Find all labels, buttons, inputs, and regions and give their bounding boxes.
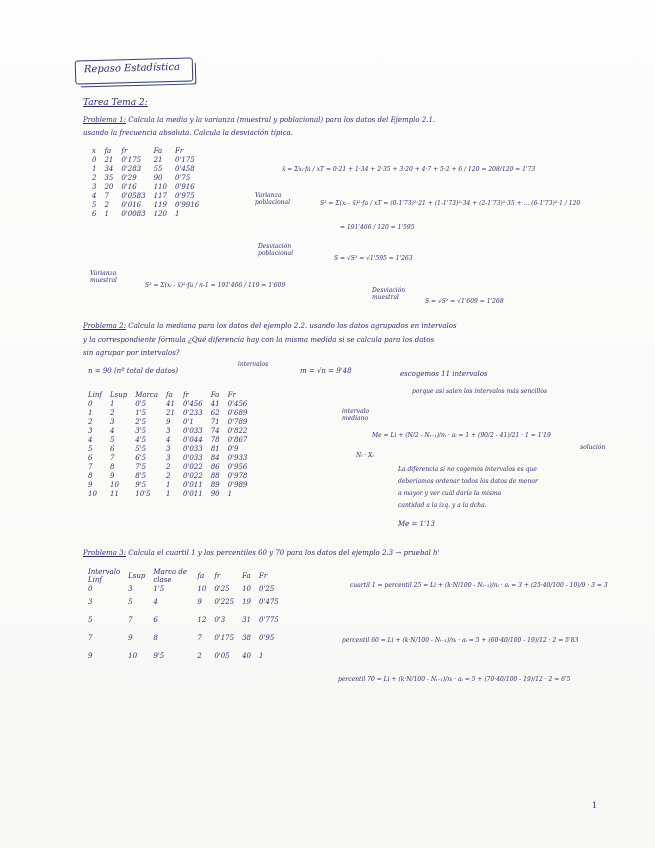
table-cell: 110 (153, 182, 167, 191)
table-cell: 2'5 (135, 417, 147, 426)
table-cell: Fr (258, 572, 268, 580)
table-cell: 6'5 (135, 453, 147, 462)
table-row (84, 435, 251, 444)
table-cell: 55 (153, 164, 163, 173)
table-cell: 2 (92, 173, 97, 182)
p2-escogemos: escogemos 11 intervalos (400, 370, 488, 378)
table-row (84, 471, 251, 480)
table-cell: 1'5 (153, 584, 165, 593)
p2-diff-1: La diferencia si no cogemos intervalos es que (398, 466, 537, 473)
table-cell: 2 (197, 652, 202, 660)
table-cell: fa (197, 572, 205, 580)
p3-statement (83, 549, 440, 557)
table-cell: 0'75 (174, 173, 191, 182)
inline-text: Calcula el cuartil 1 y los percentiles 60 y 70 para los datos del ejemplo 2.3 (128, 549, 394, 557)
table-cell: 21 (104, 155, 114, 164)
table-cell: 9 (166, 417, 171, 426)
table-cell: 6 (88, 453, 93, 462)
table-cell: 0'033 (182, 426, 203, 435)
table-cell: 0'9 (227, 444, 239, 453)
table-cell: 21 (166, 408, 175, 417)
table-row (84, 462, 251, 471)
table-cell: 117 (153, 191, 167, 200)
table-cell: 0'016 (121, 200, 142, 209)
table-cell: 10'5 (135, 489, 151, 498)
table-cell: 81 (210, 444, 220, 453)
table-cell: 3'5 (135, 426, 147, 435)
table-cell: 0'175 (214, 634, 235, 642)
table-cell: Intervalo Linf (88, 568, 121, 584)
table-cell: 0'25 (214, 584, 230, 593)
table-cell: fr (214, 572, 221, 580)
table-cell: 10 (197, 584, 207, 593)
p2-n-line: n = 90 (nº total de datos) (88, 367, 179, 375)
table-cell: 5 (128, 598, 133, 606)
table-cell: 5 (92, 200, 97, 209)
table-cell: 84 (210, 453, 220, 462)
inline-text: Calcula la mediana para los datos del ejemplo 2.2. usando los datos agrupados en intervalos (128, 322, 457, 330)
p2-frequency-table (84, 390, 251, 498)
table-cell: 19 (242, 598, 251, 606)
table-cell: 7 (197, 634, 202, 642)
table-cell: 4 (88, 435, 93, 444)
table-cell: 0'775 (258, 616, 279, 624)
table-cell: x (92, 146, 96, 155)
table-cell: 6 (153, 616, 158, 624)
table-cell: 0'29 (121, 173, 137, 182)
table-cell: 9 (197, 598, 202, 606)
table-cell: 0'05 (214, 652, 230, 660)
table-row (88, 164, 203, 173)
p2-sol1: solución (580, 444, 606, 451)
table-cell: 0'25 (258, 584, 275, 593)
table-cell: 78 (210, 435, 220, 444)
table-cell: 0'989 (227, 480, 248, 489)
table-row (84, 453, 251, 462)
table-cell: 7 (88, 462, 93, 471)
table-cell: 2 (166, 471, 171, 480)
table-row (88, 191, 203, 200)
inline-text: Problema 1: (83, 116, 126, 124)
table-cell: 7 (128, 616, 133, 624)
table-row (88, 182, 203, 191)
table-cell: 0'044 (182, 435, 203, 444)
table-cell: Fr (174, 146, 184, 155)
p3-p60: percentil 60 = Li + (k·N/100 - Nᵢ₋₁)/nᵢ · aᵢ = 5 + (60·40/100 - 19)/12 · 2 = 5'83 (342, 637, 579, 644)
table-row (84, 417, 251, 426)
table-cell: 0'933 (227, 453, 248, 462)
table-cell: 3 (128, 584, 133, 593)
table-cell: 0'5 (135, 399, 147, 408)
table-cell: 74 (210, 426, 220, 435)
table-row (84, 399, 251, 408)
table-cell: 3 (166, 444, 171, 453)
table-cell: 0'456 (182, 399, 203, 408)
table-cell: 0'1 (182, 417, 194, 426)
table-cell: 120 (153, 209, 167, 218)
p2-nota: porque así salen los intervalos más sencillos (412, 388, 548, 395)
table-cell: 5 (88, 444, 93, 453)
table-cell: 0 (88, 584, 93, 593)
p3-p70: percentil 70 = Li + (k·N/100 - Nᵢ₋₁)/nᵢ · aᵢ = 5 + (70·40/100 - 19)/12 · 2 = 6'5 (338, 676, 571, 683)
table-cell: 0'022 (182, 462, 203, 471)
table-cell: 3 (110, 417, 115, 426)
table-cell: 90 (153, 173, 163, 182)
table-cell: 89 (210, 480, 220, 489)
table-cell: 7 (88, 634, 93, 642)
p1-var-mue-label: Varianza muestral (90, 270, 117, 284)
table-cell: 10 (110, 480, 119, 489)
table-cell: 88 (210, 471, 220, 480)
table-cell: 0'689 (227, 408, 248, 417)
inline-text: → pruebal h' (395, 549, 440, 557)
table-row (84, 593, 283, 611)
table-cell: 4'5 (135, 435, 147, 444)
p2-statement (83, 322, 457, 330)
table-row (84, 426, 251, 435)
table-cell: 2 (110, 408, 115, 417)
table-cell: 0'956 (227, 462, 248, 471)
p1-desv-mue: S = √S² = √1'609 = 1'268 (425, 298, 504, 305)
table-cell: 0'95 (258, 634, 275, 642)
page-number: 1 (591, 801, 597, 810)
table-cell: 40 (242, 652, 251, 660)
table-cell: 0'9916 (174, 200, 200, 209)
table-cell: 0'175 (174, 155, 195, 164)
table-cell: Fa (242, 572, 251, 580)
p1-var-pob: S² = Σ(xᵢ - x̄)²·fa / xT = (0-1'73)²·21 + (1-1'73)²·34 + (2-1'73)²·35 + ... (6-1'73)²·1 / 120 (320, 200, 581, 207)
table-row (84, 584, 283, 593)
table-cell: 71 (210, 417, 220, 426)
table-head (84, 568, 283, 584)
table-cell: fr (121, 146, 128, 155)
table-row (88, 209, 203, 218)
table-cell: 0'0583 (121, 191, 146, 200)
table-cell: 41 (166, 399, 175, 408)
p2-me-res: Me = 1'13 (398, 520, 435, 528)
table-cell: 0'225 (214, 598, 235, 606)
inline-text: Problema 2: (83, 322, 126, 330)
table-cell: 3 (92, 182, 97, 191)
table-row (88, 200, 203, 209)
p1-statement-2: usando la frecuencia absoluta. Calcula la desviación típica. (83, 129, 293, 137)
table-cell: Fr (227, 390, 236, 399)
table-cell: 0'458 (174, 164, 195, 173)
table-cell: 0'0083 (121, 209, 146, 218)
table-cell: 0'916 (174, 182, 195, 191)
table-cell: 0'033 (182, 444, 203, 453)
table-head (84, 390, 251, 399)
table-head (88, 146, 203, 155)
table-cell: 1 (166, 489, 171, 498)
p2-int-mediano: intervalo mediano (342, 408, 370, 422)
p1-var-pob-res: = 191'466 / 120 = 1'595 (340, 224, 415, 231)
table-row (84, 647, 283, 665)
table-cell: Linf (88, 390, 102, 399)
table-body (88, 155, 203, 218)
table-cell: 0'867 (227, 435, 248, 444)
table-row (84, 480, 251, 489)
table-cell: 7 (110, 453, 115, 462)
table-cell: 10 (128, 652, 138, 660)
table-cell: 0'822 (227, 426, 248, 435)
table-cell: fr (182, 390, 189, 399)
table-row (84, 629, 283, 647)
table-cell: 7 (104, 191, 109, 200)
p2-diff-4: cantidad a la izq. y a la dcha. (398, 502, 487, 509)
table-cell: 5 (88, 616, 93, 624)
table-cell: 2 (104, 200, 109, 209)
table-row (84, 444, 251, 453)
table-cell: 0'456 (227, 399, 248, 408)
table-cell: 0'233 (182, 408, 203, 417)
table-cell: 11 (110, 489, 119, 498)
table-cell: 10 (88, 489, 97, 498)
table-cell: 86 (210, 462, 220, 471)
table-cell: 7'5 (135, 462, 147, 471)
table-cell: 8 (153, 634, 158, 642)
table-cell: 9'5 (153, 652, 165, 660)
title-box (75, 57, 194, 84)
table-row (84, 489, 251, 498)
table-cell: 12 (197, 616, 207, 624)
table-cell: 0'011 (182, 480, 203, 489)
table-cell: 8 (110, 462, 115, 471)
p1-desv-mue-label: Desviación muestral (372, 287, 406, 301)
table-cell: 90 (210, 489, 220, 498)
p2-ni-xi: Nᵢ · Xᵢ (356, 452, 374, 459)
table-cell: 1 (174, 209, 180, 218)
table-cell: 3 (166, 426, 171, 435)
table-cell: 0'978 (227, 471, 248, 480)
table-cell: 4 (110, 426, 115, 435)
inline-text: Calcula la media y la varianza (muestral y poblacional) para los datos del Ejemplo 2.1. (128, 116, 436, 124)
inline-text: Problema 3: (83, 549, 126, 557)
table-cell: 10 (242, 584, 251, 593)
table-cell: fa (166, 390, 173, 399)
table-cell: Lsup (128, 572, 146, 580)
table-cell: 1 (88, 408, 93, 417)
table-cell: 3 (88, 598, 93, 606)
table-cell: 41 (210, 399, 220, 408)
table-cell: 0 (88, 399, 93, 408)
table-cell: 5 (110, 435, 115, 444)
table-cell: 0'789 (227, 417, 248, 426)
p2-statement-2: y la correspondiente fórmula ¿Qué diferencia hay con la misma medida si se calcula para los datos (83, 336, 435, 344)
table-row (88, 173, 203, 182)
p1-desv-pob: S = √S² = √1'595 = 1'263 (334, 255, 413, 262)
table-body (84, 584, 283, 665)
table-cell: 31 (242, 616, 251, 624)
p1-var-mue: S² = Σ(xᵢ - x̄)²·fa / n-1 = 191'466 / 119 = 1'609 (145, 282, 286, 289)
p2-m-eq: m = √n = 9'48 (300, 367, 352, 375)
table-cell: 38 (242, 634, 251, 642)
table-cell: 6 (92, 209, 97, 218)
table-cell: Fa (210, 390, 220, 399)
table-cell: 0'475 (258, 598, 279, 606)
table-cell: 1 (110, 399, 115, 408)
p2-me-formula: Me = Li + (N/2 - Nᵢ₋₁)/nᵢ · aᵢ = 1 + (90/2 - 41)/21 · 1 = 1'19 (372, 432, 551, 439)
table-cell: 9 (88, 652, 93, 660)
table-cell: 1 (166, 480, 171, 489)
table-cell: 34 (104, 164, 114, 173)
table-cell: Marca de clase (153, 568, 188, 584)
table-cell: Lsup (110, 390, 128, 399)
p3-q1: cuartil 1 = percentil 25 = Li + (k·N/100 - Nᵢ₋₁)/nᵢ · aᵢ = 3 + (25·40/100 - 10)/9 · 3 = 3 (350, 582, 608, 589)
p1-media: x̄ = Σxᵢ·fa / xT = 0·21 + 1·34 + 2·35 + 3·20 + 4·7 + 5·2 + 6 / 120 = 208/120 = 1'73 (282, 166, 536, 173)
p1-statement (83, 116, 435, 124)
table-cell: 0'283 (121, 164, 142, 173)
table-cell: Marca (135, 390, 159, 399)
table-cell: 1 (227, 489, 233, 498)
p2-statement-3: sin agrupar por intervalos? (83, 349, 180, 357)
table-header-row (84, 568, 283, 584)
table-cell: 3 (166, 453, 171, 462)
table-cell: 1 (104, 209, 109, 218)
table-cell: 0'3 (214, 616, 226, 624)
table-cell: 1'5 (135, 408, 147, 417)
table-row (84, 611, 283, 629)
table-cell: 119 (153, 200, 167, 209)
table-cell: Fa (153, 146, 163, 155)
table-cell: 0'975 (174, 191, 195, 200)
table-cell: 0'16 (121, 182, 137, 191)
p2-diff-2: deberíamos ordenar todos los datos de menor (398, 478, 538, 485)
table-cell: 8 (88, 471, 93, 480)
p3-frequency-table (84, 568, 283, 665)
table-cell: 5'5 (135, 444, 147, 453)
p1-var-pob-label: Varianza poblacional (255, 192, 291, 206)
table-cell: 0'175 (121, 155, 142, 164)
subtitle: Tarea Tema 2: (83, 98, 148, 108)
table-cell: 9 (88, 480, 93, 489)
table-header-row (88, 146, 203, 155)
table-cell: 0 (92, 155, 97, 164)
table-cell: 0'033 (182, 453, 203, 462)
table-row (88, 155, 203, 164)
table-cell: 4 (153, 598, 158, 606)
p2-intervalos: intervalos (238, 361, 269, 368)
table-cell: 9'5 (135, 480, 147, 489)
table-cell: 0'022 (182, 471, 203, 480)
table-header-row (84, 390, 251, 399)
table-cell: 62 (210, 408, 220, 417)
table-cell: fa (104, 146, 112, 155)
table-cell: 0'011 (182, 489, 203, 498)
table-cell: 35 (104, 173, 114, 182)
page-title: Repaso Estadística (83, 61, 181, 76)
table-cell: 3 (88, 426, 93, 435)
p2-diff-3: a mayor y ver cuál daría la misma (398, 490, 502, 497)
table-cell: 21 (153, 155, 163, 164)
table-cell: 1 (258, 652, 264, 660)
table-row (84, 408, 251, 417)
table-cell: 20 (104, 182, 114, 191)
table-cell: 8'5 (135, 471, 147, 480)
table-cell: 2 (166, 462, 171, 471)
table-cell: 9 (110, 471, 115, 480)
table-cell: 4 (92, 191, 97, 200)
table-body (84, 399, 251, 498)
p1-desv-pob-label: Desviación poblacional (258, 243, 294, 257)
table-cell: 9 (128, 634, 133, 642)
table-cell: 4 (166, 435, 171, 444)
table-cell: 6 (110, 444, 115, 453)
table-cell: 1 (92, 164, 97, 173)
table-cell: 2 (88, 417, 93, 426)
p1-frequency-table (88, 146, 203, 218)
